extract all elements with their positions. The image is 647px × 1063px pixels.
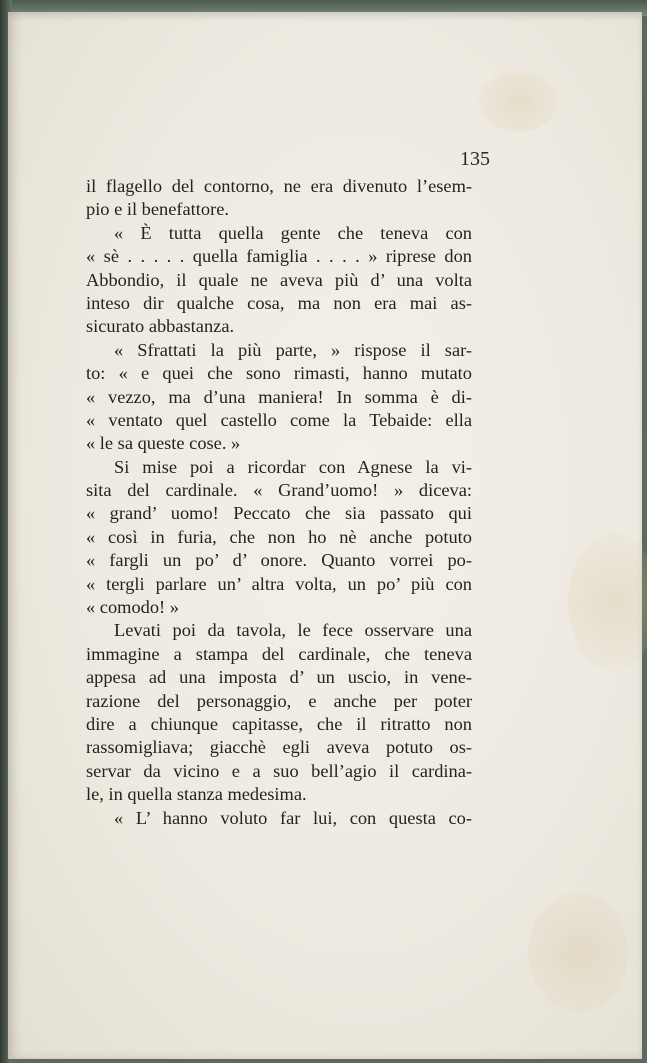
text-line: « fargli un po’ d’ onore. Quanto vorrei po- [86,550,472,571]
text-line: « le sa queste cose. » [86,433,241,454]
body-text [86,175,472,830]
text-line: razione del personaggio, e anche per poter [86,690,472,711]
text-line: il flagello del contorno, ne era divenuto l’esem- [86,176,472,196]
text-line: Abbondio, il quale ne aveva più d’ una volta [86,269,472,290]
text-line: « L’ hanno voluto far lui, con questa co- [114,807,472,828]
text-line: servar da vicino e a suo bell’agio il cardina- [86,760,472,781]
text-line: dire a chiunque capitasse, che il ritratto non [86,713,472,734]
text-line: « Sfrattati la più parte, » rispose il sar- [114,339,472,360]
text-line: inteso dir qualche cosa, ma non era mai as- [86,292,472,313]
text-line: « grand’ uomo! Peccato che sia passato qui [86,503,472,524]
paper-stain [568,532,647,672]
text-line: pio e il benefattore. [86,199,229,220]
text-line: appesa ad una imposta d’ un uscio, in vene- [86,667,472,688]
text-line: « È tutta quella gente che teneva con [114,222,472,243]
text-line: rassomigliava; giacchè egli aveva potuto os- [86,737,472,758]
text-line: Levati poi da tavola, le fece osservare una [114,620,472,641]
text-line: Si mise poi a ricordar con Agnese la vi- [114,456,472,477]
text-line: « tergli parlare un’ altra volta, un po’ più con [86,573,472,594]
text-line: « così in furia, che non ho nè anche potuto [86,526,472,547]
text-line: « ventato quel castello come la Tebaide: ella [86,409,472,430]
text-line: immagine a stampa del cardinale, che teneva [86,643,472,664]
page-number: 135 [460,148,490,170]
text-line: to: « e quei che sono rimasti, hanno mutato [86,363,472,384]
paper-stain [528,892,628,1012]
text-line: « comodo! » [86,597,179,618]
text-line: « sè . . . . . quella famiglia . . . . » riprese don [86,246,472,267]
text-line: « vezzo, ma d’una maniera! In somma è di- [86,386,472,407]
text-line: le, in quella stanza medesima. [86,784,307,805]
text-line: sicurato abbastanza. [86,316,235,337]
text-line: sita del cardinale. « Grand’uomo! » diceva: [86,480,472,501]
paper-stain [478,72,558,132]
